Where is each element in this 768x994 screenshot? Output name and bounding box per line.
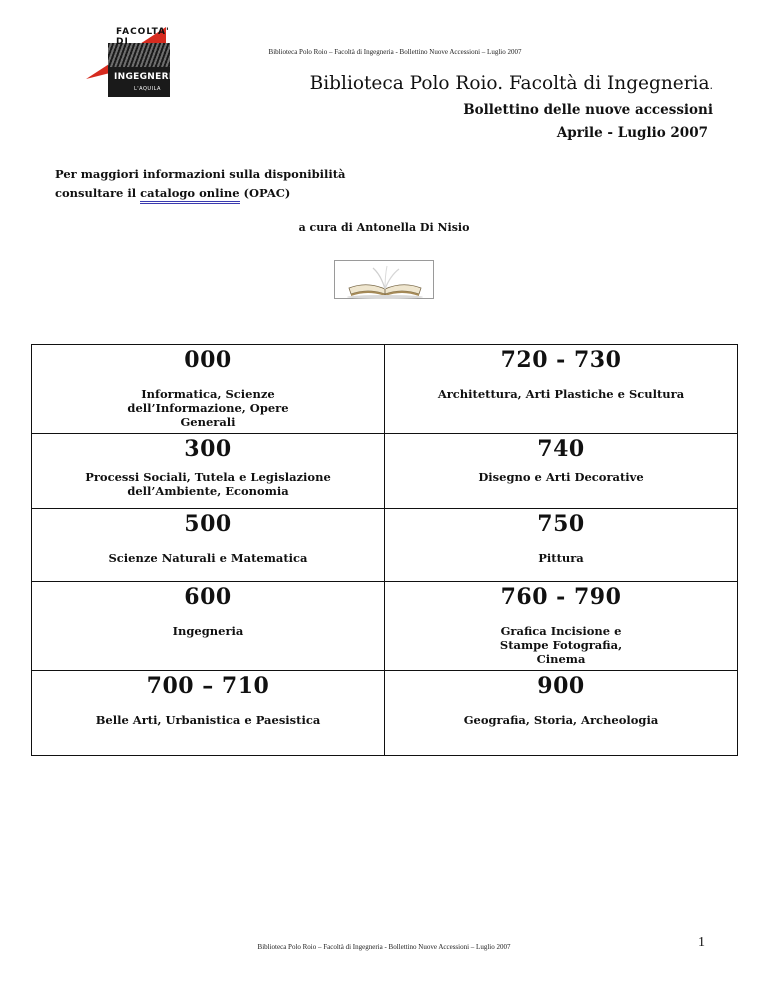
table-row [32, 509, 738, 582]
class-label: Grafica Incisione e Stampe Fotografia, Cinema [499, 624, 623, 666]
info-paragraph [55, 165, 345, 203]
class-cell [32, 582, 385, 671]
class-code: 760 - 790 [500, 584, 622, 610]
class-label: Belle Arti, Urbanistica e Paesistica [95, 713, 321, 727]
class-code: 600 [184, 584, 232, 610]
faculty-logo-icon [86, 27, 180, 97]
logo-city-text: L'AQUILA [134, 86, 161, 92]
class-code: 500 [184, 511, 232, 537]
document-subtitle: Bollettino delle nuove accessioni [463, 102, 713, 118]
page-number: 1 [698, 935, 705, 950]
class-code: 900 [537, 673, 585, 699]
class-label: Geografia, Storia, Archeologia [463, 713, 659, 727]
class-code: 720 - 730 [500, 347, 622, 373]
catalog-link[interactable]: catalogo online [140, 186, 239, 204]
running-footer: Biblioteca Polo Roio – Facoltà di Ingegneria - Bollettino Nuove Accessioni – Luglio 2007 [257, 943, 511, 951]
class-label: Architettura, Arti Plastiche e Scultura [437, 387, 685, 401]
class-label: Processi Sociali, Tutela e Legislazione dell’Ambiente, Economia [85, 470, 331, 498]
class-label: Disegno e Arti Decorative [478, 470, 644, 484]
class-label: Pittura [538, 551, 584, 565]
table-row [32, 345, 738, 434]
class-cell [385, 509, 738, 582]
class-cell [32, 434, 385, 509]
classification-table [31, 344, 738, 756]
class-code: 300 [184, 436, 232, 462]
class-cell [385, 582, 738, 671]
class-cell [385, 671, 738, 756]
class-code: 700 – 710 [146, 673, 270, 699]
table-row [32, 582, 738, 671]
class-cell [32, 509, 385, 582]
class-code: 000 [184, 347, 232, 373]
table-row [32, 434, 738, 509]
curator-line: a cura di Antonella Di Nisio [298, 221, 470, 234]
table-row [32, 671, 738, 756]
info-line-2 [55, 184, 345, 203]
class-code: 740 [537, 436, 585, 462]
class-label: Ingegneria [172, 624, 244, 638]
document-title [310, 73, 713, 94]
class-cell [385, 434, 738, 509]
title-dot: . [709, 79, 713, 92]
logo-top-text: FACOLTA' DI [116, 27, 170, 47]
info-line-2-prefix: consultare il [55, 186, 141, 200]
book-image-frame [334, 260, 434, 299]
class-code: 750 [537, 511, 585, 537]
open-book-icon [335, 261, 435, 300]
running-header: Biblioteca Polo Roio – Facoltà di Ingegneria - Bollettino Nuove Accessioni – Luglio 2007 [268, 48, 522, 56]
info-line-1: Per maggiori informazioni sulla disponibilità [55, 167, 346, 181]
document-title-text: Biblioteca Polo Roio. Facoltà di Ingegneria [309, 73, 710, 94]
class-label: Scienze Naturali e Matematica [108, 551, 308, 565]
class-cell [385, 345, 738, 434]
class-cell [32, 345, 385, 434]
logo-main-text: INGEGNERIA [114, 72, 180, 82]
info-line-2-suffix: (OPAC) [239, 186, 291, 200]
class-cell [32, 671, 385, 756]
class-label: Informatica, Scienze dell’Informazione, Opere Generali [127, 387, 289, 429]
document-period: Aprile - Luglio 2007 [556, 125, 708, 141]
